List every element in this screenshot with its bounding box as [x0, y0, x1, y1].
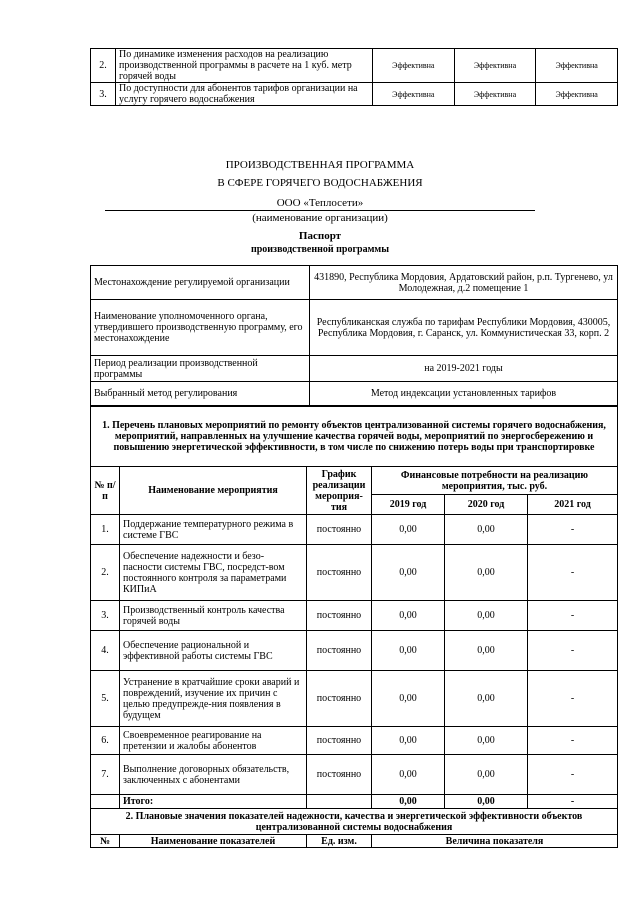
- amount-cell: 0,00: [372, 755, 445, 795]
- table-row: [91, 300, 618, 356]
- program-title-block: [0, 158, 640, 257]
- value-cell: Эффективна: [454, 83, 536, 106]
- total-label: Итого:: [120, 795, 307, 809]
- row-number: 5.: [91, 671, 120, 727]
- measure-name: Своевременное реагирование на претензии и жалобы абонентов: [120, 727, 307, 755]
- passport-subtitle: производственной программы: [250, 244, 390, 255]
- amount-cell: -: [528, 631, 618, 671]
- schedule-cell: постоянно: [307, 671, 372, 727]
- schedule-cell: постоянно: [307, 601, 372, 631]
- header-year: 2021 год: [528, 495, 618, 515]
- table-row: [91, 515, 618, 545]
- schedule-cell: постоянно: [307, 755, 372, 795]
- section-title-row: [91, 809, 618, 835]
- measure-name: Устранение в кратчайшие сроки аварий и повреждений, изучение их причин с целью предупрежде-ния появления в будущем: [120, 671, 307, 727]
- amount-cell: 0,00: [445, 671, 528, 727]
- measure-name: Обеспечение рациональной и эффективной работы системы ГВС: [120, 631, 307, 671]
- total-row: [91, 795, 618, 809]
- section-title-row: [91, 407, 618, 467]
- row-number: 3.: [91, 601, 120, 631]
- header-num: № п/п: [91, 467, 120, 515]
- passport-value: 431890, Республика Мордовия, Ардатовский район, р.п. Тургенево, ул Молодежная, д.2 помещение 1: [310, 266, 618, 300]
- efficiency-table: [90, 48, 618, 106]
- amount-cell: 0,00: [445, 727, 528, 755]
- table-row: [91, 671, 618, 727]
- program-subtitle: В СФЕРЕ ГОРЯЧЕГО ВОДОСНАБЖЕНИЯ: [217, 177, 423, 189]
- amount-cell: 0,00: [372, 631, 445, 671]
- value-cell: Эффективна: [373, 83, 455, 106]
- measure-name: Поддержание температурного режима в системе ГВС: [120, 515, 307, 545]
- passport-label: Местонахождение регулируемой организации: [91, 266, 310, 300]
- table-row: [91, 382, 618, 406]
- amount-cell: -: [528, 515, 618, 545]
- header-indicator: Наименование показателей: [120, 835, 307, 848]
- table-row: [91, 601, 618, 631]
- total-amount: 0,00: [445, 795, 528, 809]
- passport-value: Республиканская служба по тарифам Республики Мордовия, 430005, Республика Мордовия, г. Саранск, ул. Коммунистическая 33, корп. 2: [310, 300, 618, 356]
- measure-name: Производственный контроль качества горячей воды: [120, 601, 307, 631]
- total-amount: -: [528, 795, 618, 809]
- value-cell: Эффективна: [454, 49, 536, 83]
- header-year: 2020 год: [445, 495, 528, 515]
- header-row: [91, 835, 618, 848]
- passport-title: Паспорт: [298, 230, 342, 242]
- org-caption: (наименование организации): [105, 210, 535, 225]
- amount-cell: 0,00: [372, 545, 445, 601]
- measure-name: Выполнение договорных обязательств, заключенных с абонентами: [120, 755, 307, 795]
- passport-label: Наименование уполномоченного органа, утвердившего производственную программу, его местонахождение: [91, 300, 310, 356]
- amount-cell: 0,00: [372, 515, 445, 545]
- table-row: [91, 545, 618, 601]
- header-finance: Финансовые потребности на реализацию мероприятия, тыс. руб.: [372, 467, 618, 495]
- amount-cell: 0,00: [445, 631, 528, 671]
- value-cell: Эффективна: [373, 49, 455, 83]
- header-value: Величина показателя: [372, 835, 618, 848]
- amount-cell: -: [528, 601, 618, 631]
- row-number: 2.: [91, 545, 120, 601]
- schedule-cell: постоянно: [307, 727, 372, 755]
- amount-cell: 0,00: [445, 515, 528, 545]
- table-row: [91, 356, 618, 382]
- empty-cell: [91, 795, 120, 809]
- amount-cell: -: [528, 727, 618, 755]
- header-year: 2019 год: [372, 495, 445, 515]
- amount-cell: 0,00: [372, 727, 445, 755]
- table-row: [91, 266, 618, 300]
- value-cell: Эффективна: [536, 49, 618, 83]
- table-row: [91, 727, 618, 755]
- amount-cell: 0,00: [372, 671, 445, 727]
- value-cell: Эффективна: [536, 83, 618, 106]
- table-row: [91, 631, 618, 671]
- header-name: Наименование мероприятия: [120, 467, 307, 515]
- passport-value: Метод индексации установленных тарифов: [310, 382, 618, 406]
- table-row: [91, 755, 618, 795]
- measures-table: [90, 406, 618, 848]
- criterion-text: По доступности для абонентов тарифов организации на услугу горячего водоснабжения: [116, 83, 373, 106]
- amount-cell: 0,00: [445, 545, 528, 601]
- row-number: 2.: [91, 49, 116, 83]
- row-number: 1.: [91, 515, 120, 545]
- amount-cell: -: [528, 755, 618, 795]
- passport-label: Выбранный метод регулирования: [91, 382, 310, 406]
- row-number: 4.: [91, 631, 120, 671]
- amount-cell: -: [528, 545, 618, 601]
- header-schedule: График реализации мероприя-тия: [307, 467, 372, 515]
- table-row: [91, 49, 618, 83]
- total-amount: 0,00: [372, 795, 445, 809]
- passport-label: Период реализации производственной программы: [91, 356, 310, 382]
- header-num: №: [91, 835, 120, 848]
- organization-name: ООО «Теплосети»: [276, 197, 364, 209]
- row-number: 3.: [91, 83, 116, 106]
- table-row: [91, 83, 618, 106]
- program-title: ПРОИЗВОДСТВЕННАЯ ПРОГРАММА: [225, 159, 415, 171]
- empty-cell: [307, 795, 372, 809]
- amount-cell: 0,00: [445, 755, 528, 795]
- amount-cell: 0,00: [445, 601, 528, 631]
- schedule-cell: постоянно: [307, 515, 372, 545]
- row-number: 6.: [91, 727, 120, 755]
- row-number: 7.: [91, 755, 120, 795]
- measure-name: Обеспечение надежности и безо-пасности системы ГВС, посредст-вом постоянного контроля за параметрами КИПиА: [120, 545, 307, 601]
- schedule-cell: постоянно: [307, 631, 372, 671]
- schedule-cell: постоянно: [307, 545, 372, 601]
- section2-title: 2. Плановые значения показателей надежности, качества и энергетической эффективности объектов централизованной системы водоснабжения: [91, 809, 618, 835]
- section1-title: 1. Перечень плановых мероприятий по ремонту объектов централизованной системы горячего водоснабжения, мероприятий, направленных на улучшение качества горячей воды, мероприятий по энергосбережению и повышению энергетической эффективности, в том числе по снижению потерь воды при транспортировке: [91, 407, 618, 467]
- header-unit: Ед. изм.: [307, 835, 372, 848]
- amount-cell: -: [528, 671, 618, 727]
- criterion-text: По динамике изменения расходов на реализацию производственной программы в расчете на 1 куб. метр горячей воды: [116, 49, 373, 83]
- header-row: [91, 467, 618, 495]
- amount-cell: 0,00: [372, 601, 445, 631]
- passport-table: [90, 265, 618, 406]
- passport-value: на 2019-2021 годы: [310, 356, 618, 382]
